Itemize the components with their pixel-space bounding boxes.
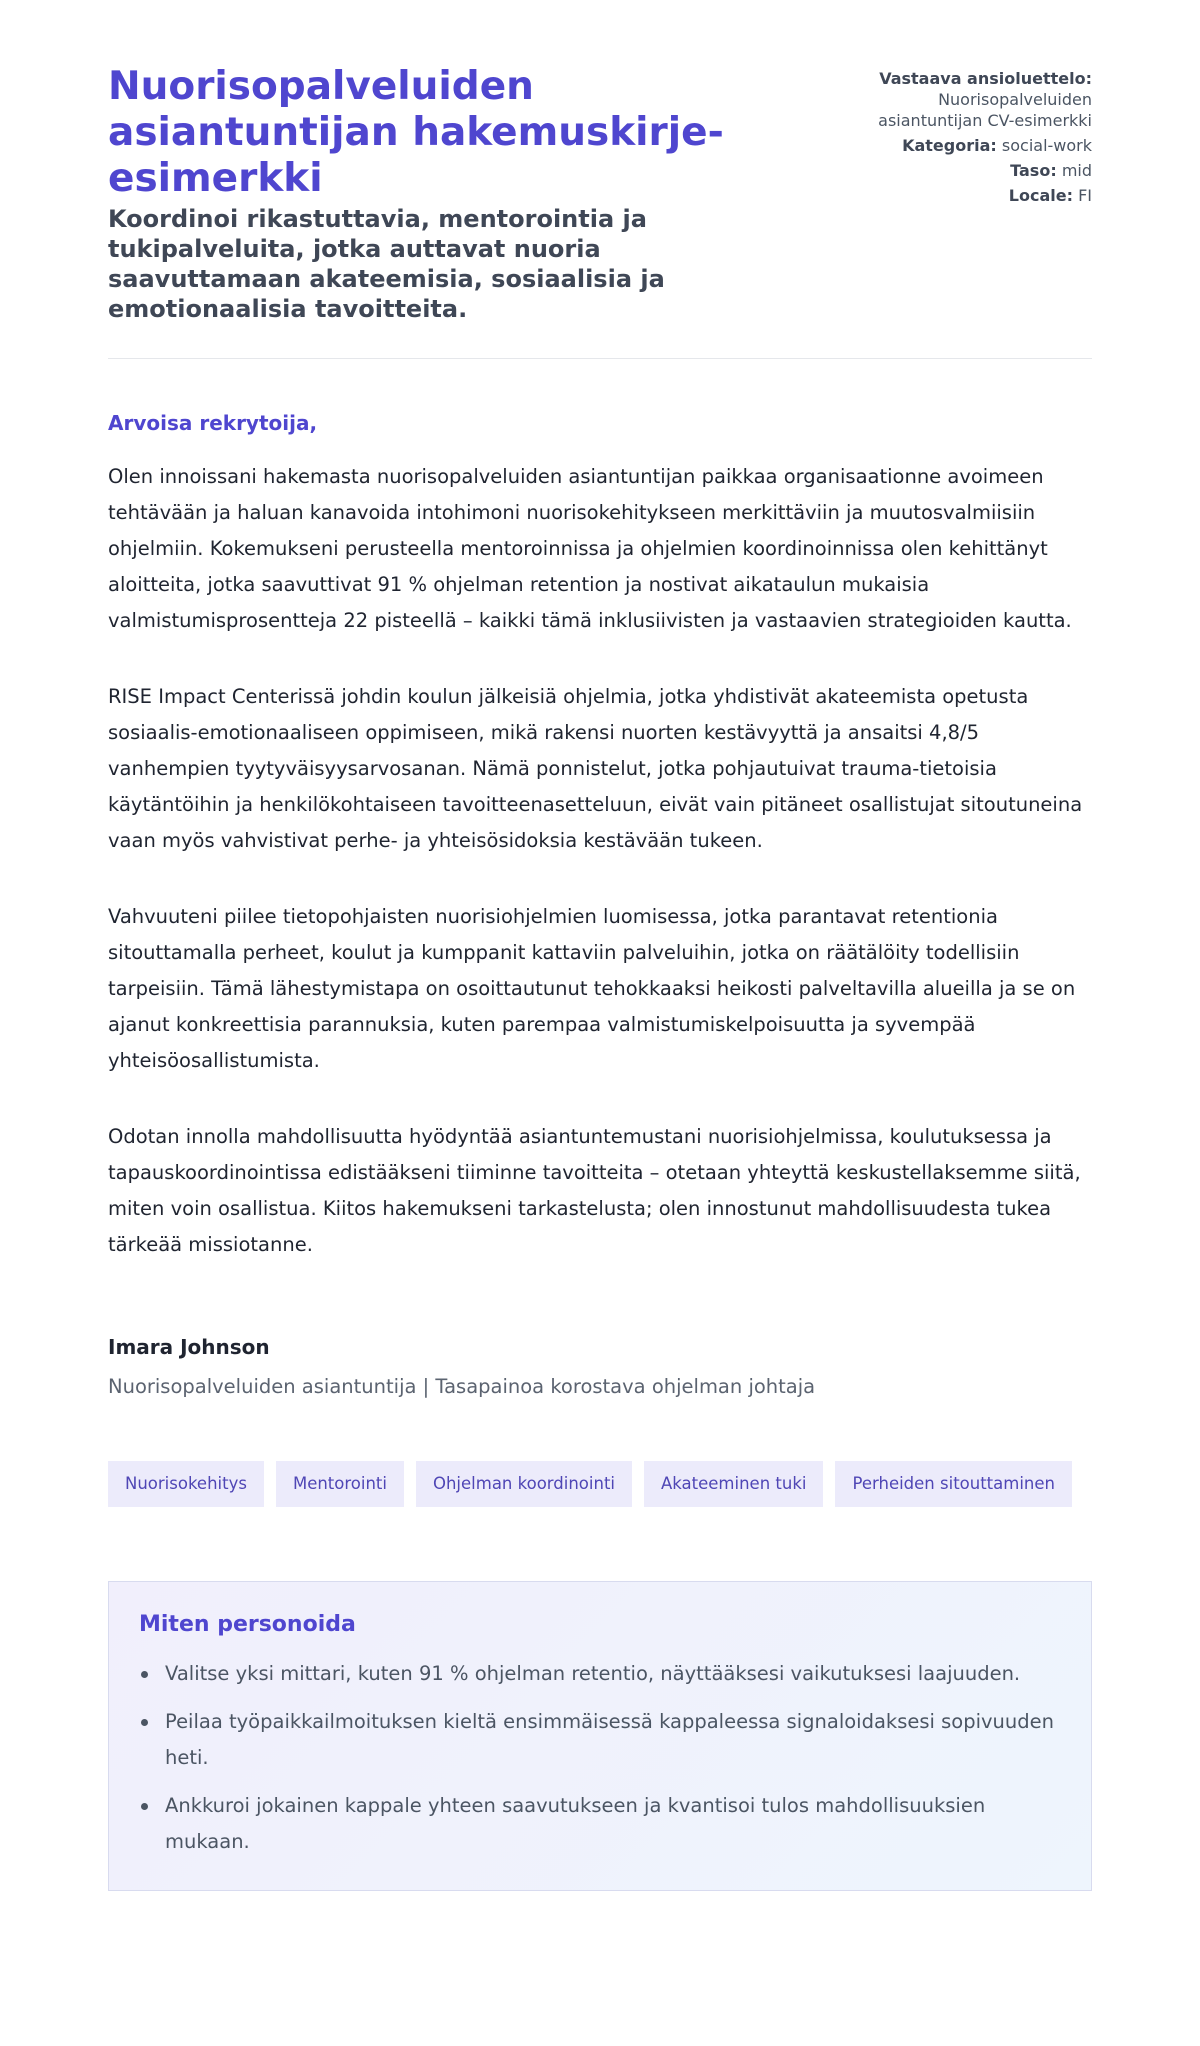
- skill-tag: Nuorisokehitys: [108, 1461, 264, 1507]
- letter-greeting: Arvoisa rekrytoija,: [108, 411, 318, 435]
- list-item: [139, 1704, 1061, 1776]
- personalization-tips: [108, 1581, 1092, 1891]
- tips-title: Miten personoida: [139, 1612, 356, 1637]
- page-title: Nuorisopalveluiden asiantuntijan hakemuskirje-esimerkki: [108, 64, 724, 201]
- document-header: [108, 64, 1092, 359]
- letter-body: [108, 359, 1092, 1891]
- meta-locale-label: Locale:: [1008, 186, 1073, 205]
- meta-level: [862, 160, 1092, 181]
- signature-title: Nuorisopalveluiden asiantuntija | Tasapainoa korostava ohjelman johtaja: [108, 1375, 816, 1398]
- meta-resume: [862, 68, 1092, 131]
- tip-text: Peilaa työpaikkailmoituksen kieltä ensimmäisessä kappaleessa signaloidaksesi sopivuuden heti.: [165, 1710, 1055, 1769]
- letter-paragraph: Odotan innolla mahdollisuutta hyödyntää asiantuntemustani nuorisiohjelmissa, koulutuksessa ja tapauskoordinointissa edistääkseni tiiminne tavoitteita – otetaan yhteyttä keskustellaksemme siitä, miten voin osallistua. Kiitos hakemukseni tarkastelusta; olen innostunut mahdollisuudesta tukea tärkeää missiotanne.: [108, 1125, 1081, 1256]
- list-item: [139, 1788, 1061, 1860]
- meta-category: [862, 135, 1092, 156]
- bullet-icon: [141, 1803, 148, 1810]
- page-subtitle: Koordinoi rikastuttavia, mentorointia ja tukipalveluita, jotka auttavat nuoria saavuttamaan akateemisia, sosiaalisia ja emotionaalisia tavoitteita.: [108, 205, 665, 323]
- skill-tag: Ohjelman koordinointi: [416, 1461, 632, 1507]
- meta-category-label: Kategoria:: [902, 136, 997, 155]
- letter-paragraph: RISE Impact Centerissä johdin koulun jälkeisiä ohjelmia, jotka yhdistivät akateemista opetusta sosiaalis-emotionaaliseen oppimiseen, mikä rakensi nuorten kestävyyttä ja ansaitsi 4,8/5 vanhempien tyytyväisyysarvosanan. Nämä ponnistelut, jotka pohjautuivat trauma-tietoisia käytäntöihin ja henkilökohtaiseen tavoitteenasetteluun, eivät vain pitäneet osallistujat sitoutuneina vaan myös vahvistivat perhe- ja yhteisösidoksia kestävään tukeen.: [108, 685, 1083, 852]
- meta-locale: [862, 185, 1092, 206]
- letter-paragraph: Vahvuuteni piilee tietopohjaisten nuorisiohjelmien luomisessa, jotka parantavat retentionia sitouttamalla perheet, koulut ja kumppanit kattaviin palveluihin, jotka on räätälöity todellisiin tarpeisiin. Tämä lähestymistapa on osoittautunut tehokkaaksi heikosti palveltavilla alueilla ja se on ajanut konkreettisia parannuksia, kuten parempaa valmistumiskelpoisuutta ja syvempää yhteisöosallistumista.: [108, 905, 1076, 1072]
- bullet-icon: [141, 1719, 148, 1726]
- meta-locale-value: FI: [1078, 186, 1092, 205]
- meta-resume-value: Nuorisopalveluiden asiantuntijan CV-esimerkki: [878, 90, 1092, 130]
- header-titles: [108, 64, 748, 324]
- tip-text: Ankkuroi jokainen kappale yhteen saavutukseen ja kvantisoi tulos mahdollisuuksien mukaan.: [165, 1794, 986, 1853]
- meta-resume-label: Vastaava ansioluettelo:: [879, 69, 1092, 88]
- skill-tag: Perheiden sitouttaminen: [835, 1461, 1072, 1507]
- list-item: [139, 1656, 1061, 1692]
- skill-tags: [108, 1461, 1092, 1507]
- bullet-icon: [141, 1671, 148, 1678]
- meta-level-label: Taso:: [1010, 161, 1057, 180]
- skill-tag: Akateeminen tuki: [644, 1461, 823, 1507]
- meta-level-value: mid: [1061, 161, 1092, 180]
- tip-text: Valitse yksi mittari, kuten 91 % ohjelman retentio, näyttääksesi vaikutuksesi laajuuden.: [165, 1662, 1021, 1685]
- tips-list: [139, 1656, 1061, 1860]
- meta-panel: [862, 64, 1092, 210]
- signature-block: [108, 1333, 1092, 1401]
- letter-paragraph: Olen innoissani hakemasta nuorisopalveluiden asiantuntijan paikkaa organisaationne avoimeen tehtävään ja haluan kanavoida intohimoni nuorisokehitykseen merkittäviin ja muutosvalmiisiin ohjelmiin. Kokemukseni perusteella mentoroinnissa ja ohjelmien koordinoinnissa olen kehittänyt aloitteita, jotka saavuttivat 91 % ohjelman retention ja nostivat aikataulun mukaisia valmistumisprosentteja 22 pisteellä – kaikki tämä inklusiivisten ja vastaavien strategioiden kautta.: [108, 465, 1072, 632]
- signature-name: Imara Johnson: [108, 1335, 270, 1359]
- skill-tag: Mentorointi: [276, 1461, 404, 1507]
- meta-category-value: social-work: [1001, 136, 1092, 155]
